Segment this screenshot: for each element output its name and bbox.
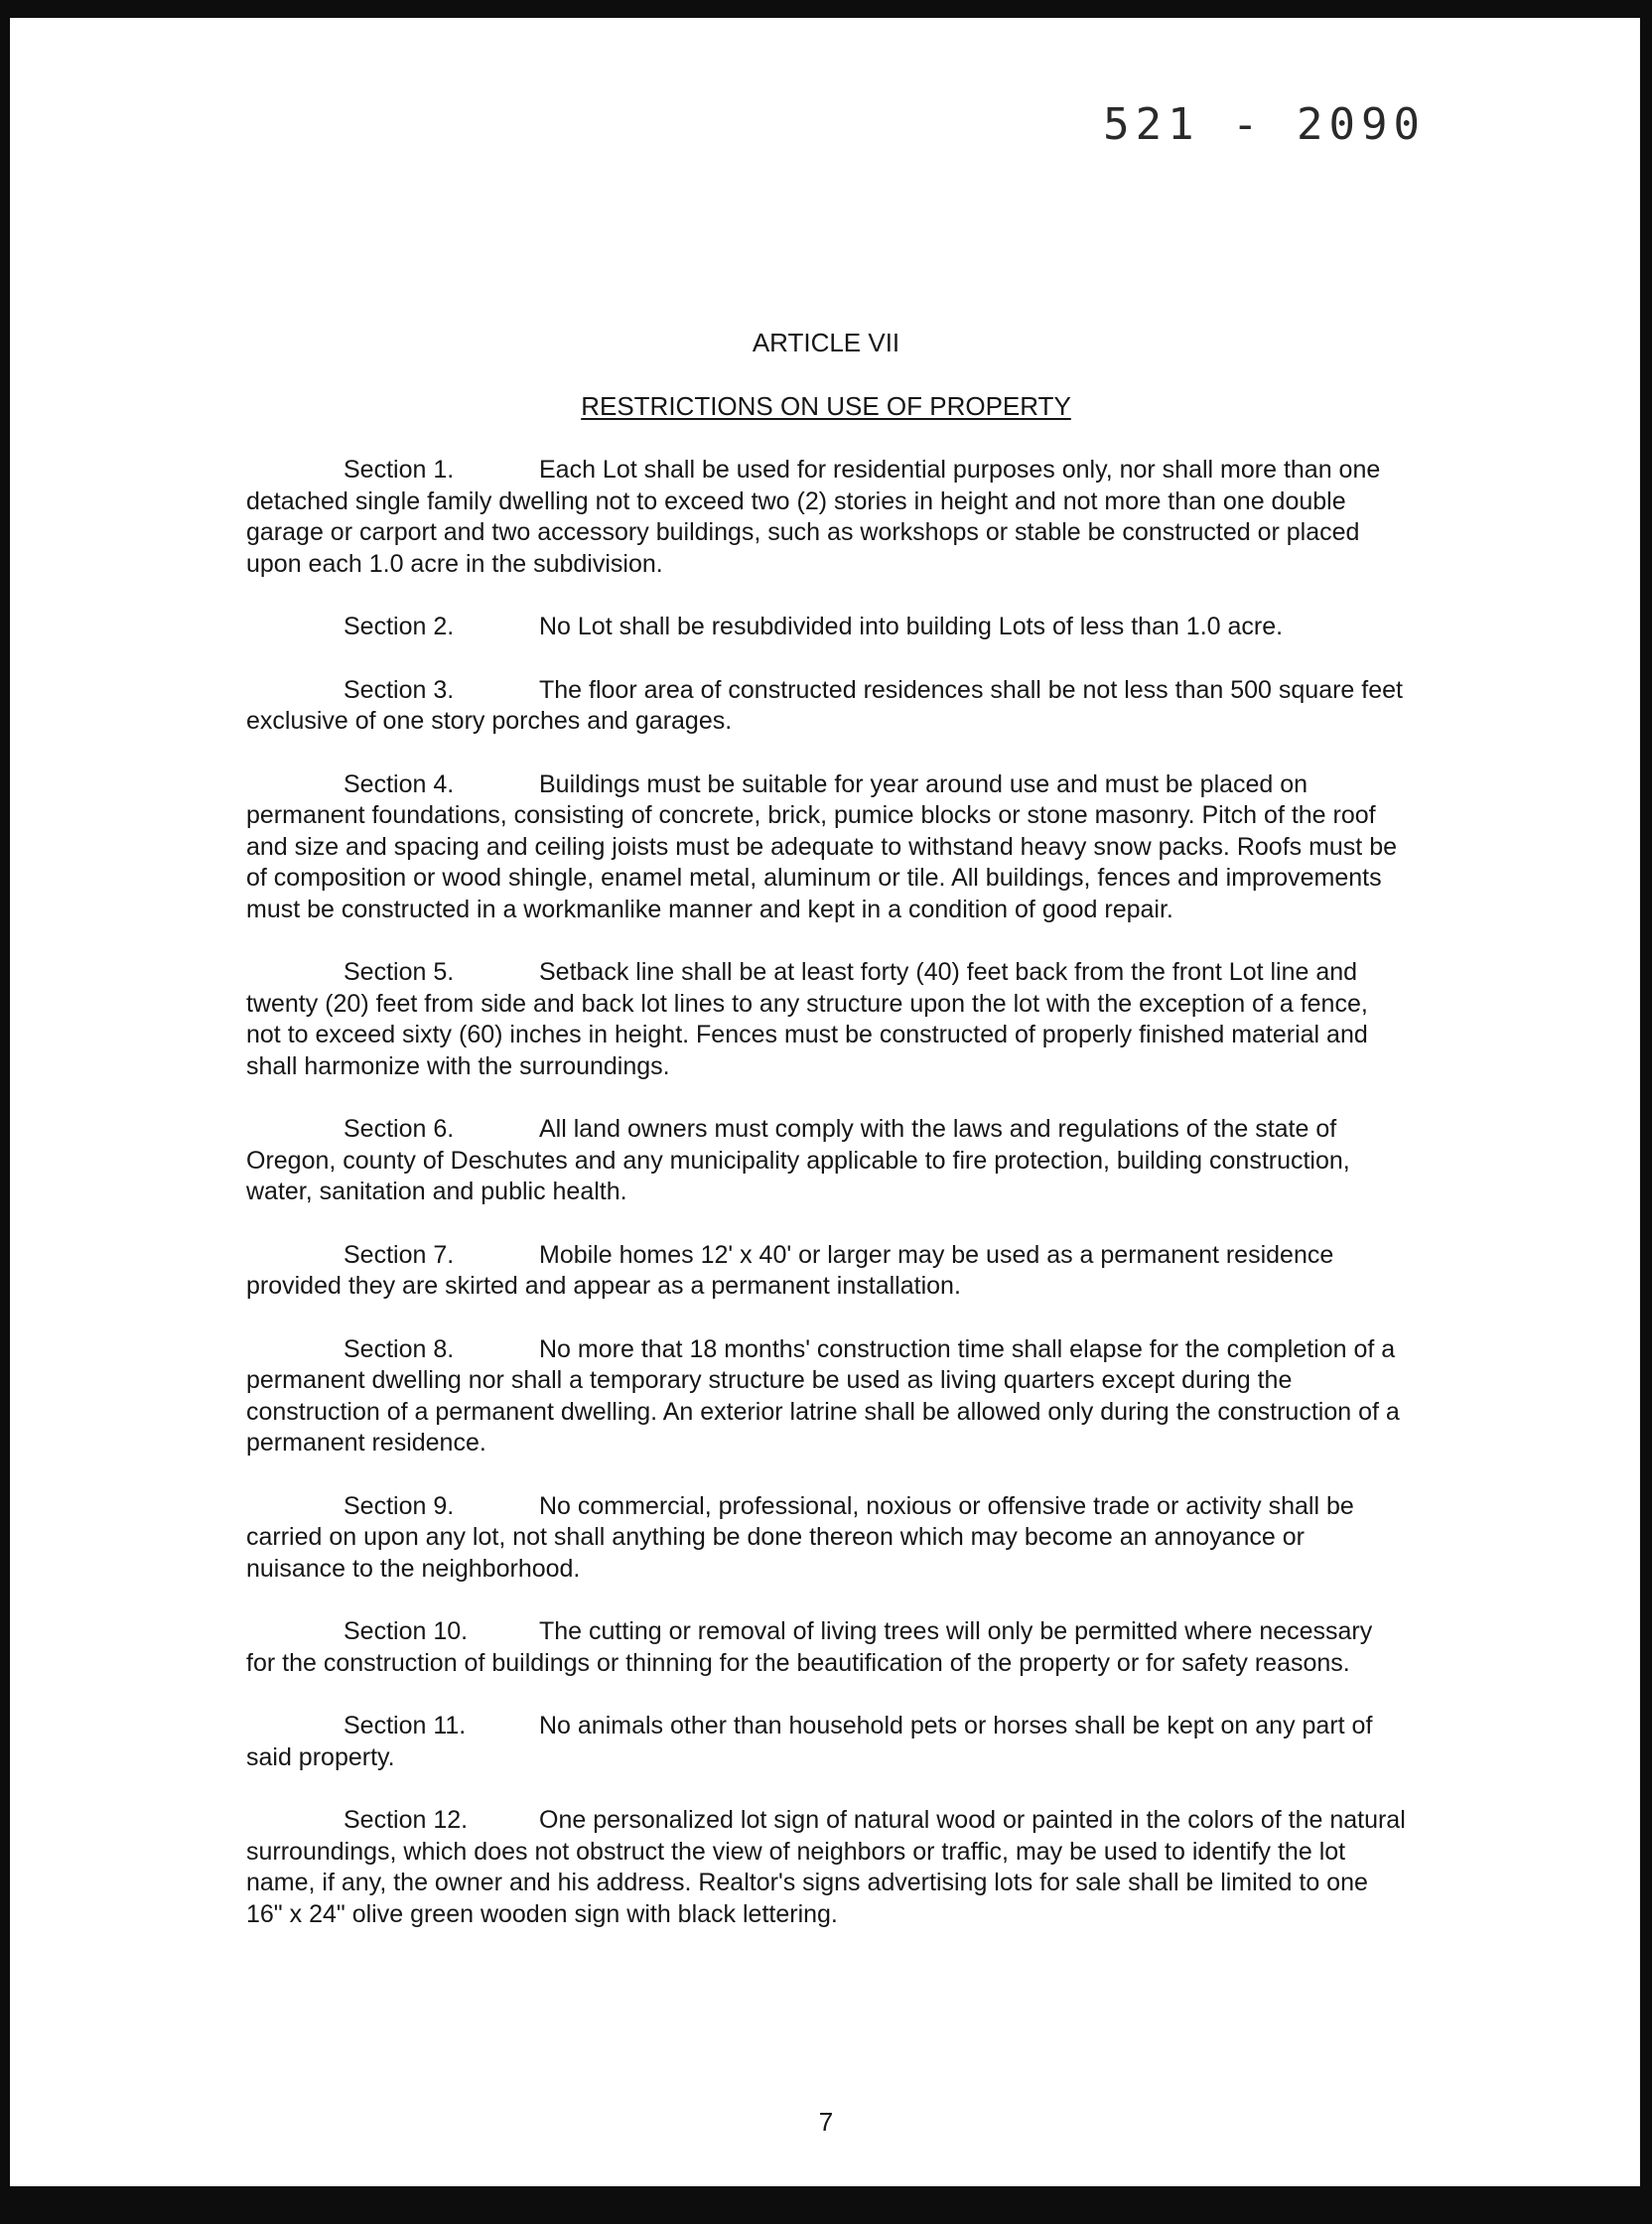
section-label: Section 8. <box>344 1334 455 1363</box>
section-6 <box>246 1114 1406 1208</box>
scan-border-bottom <box>0 2186 1652 2224</box>
section-text: One personalized lot sign of natural wood or painted in the colors of the natural surroundings, which does not obstruct the view of neighbors or traffic, may be used to identify the lot name, if any, the owner and his address. Realtor's signs advertising lots for sale shall be limited to one 16" x 24" olive green wooden sign with black lettering. <box>246 1806 1406 1928</box>
section-text: Each Lot shall be used for residential purposes only, nor shall more than one detached single family dwelling not to exceed two (2) stories in height and not more than one double garage or carport and two accessory buildings, such as workshops or stable be constructed or placed upon each 1.0 acre in the subdivision. <box>246 456 1381 578</box>
section-7 <box>246 1240 1406 1303</box>
section-label: Section 2. <box>344 613 455 640</box>
section-9 <box>246 1491 1406 1586</box>
section-text: Buildings must be suitable for year around use and must be placed on permanent foundations, consisting of concrete, brick, pumice blocks or stone masonry. Pitch of the roof and size and spacing and ceiling joists must be adequate to withstand heavy snow packs. Roofs must be of composition or wood shingle, enamel metal, aluminum or tile. All buildings, fences and improvements must be constructed in a workmanlike manner and kept in a condition of good repair. <box>246 769 1398 923</box>
section-label: Section 3. <box>344 675 455 704</box>
article-subtitle: RESTRICTIONS ON USE OF PROPERTY <box>581 391 1071 421</box>
section-label: Section 1. <box>344 456 455 484</box>
section-text: No more that 18 months' construction time shall elapse for the completion of a permanent dwelling nor shall a temporary structure be used as living quarters except during the construction of a permanent dwelling. An exterior latrine shall be allowed only during the construction of a permanent residence. <box>246 1334 1400 1457</box>
sections-list <box>246 455 1406 1962</box>
section-8 <box>246 1334 1406 1460</box>
section-3 <box>246 675 1406 738</box>
section-label: Section 6. <box>344 1115 455 1143</box>
scan-border-top <box>0 0 1652 18</box>
section-label: Section 11. <box>344 1712 467 1739</box>
section-label: Section 7. <box>344 1240 455 1269</box>
section-4 <box>246 769 1406 926</box>
section-label: Section 4. <box>344 769 455 798</box>
section-text: No commercial, professional, noxious or offensive trade or activity shall be carried on upon any lot, not shall anything be done thereon which may become an annoyance or nuisance to the neighborhood. <box>246 1491 1354 1583</box>
section-label: Section 12. <box>344 1806 469 1834</box>
section-label: Section 5. <box>344 958 455 986</box>
section-text: No animals other than household pets or horses shall be kept on any part of said property. <box>246 1712 1373 1771</box>
section-text: Mobile homes 12' x 40' or larger may be used as a permanent residence provided they are skirted and appear as a permanent installation. <box>246 1240 1334 1300</box>
section-11 <box>246 1711 1406 1773</box>
section-text: The cutting or removal of living trees will only be permitted where necessary for the construction of buildings or thinning for the beautification of the property or for safety reasons. <box>246 1617 1373 1677</box>
section-5 <box>246 957 1406 1082</box>
article-title: ARTICLE VII <box>752 328 900 357</box>
section-text: No Lot shall be resubdivided into building Lots of less than 1.0 acre. <box>539 613 1284 640</box>
section-12 <box>246 1805 1406 1930</box>
section-text: Setback line shall be at least forty (40) feet back from the front Lot line and twenty (20) feet from side and back lot lines to any structure upon the lot with the exception of a fence, not to exceed sixty (60) inches in height. Fences must be constructed of properly finished material and shall harmonize with the surroundings. <box>246 958 1368 1080</box>
document-number: 521 - 2090 <box>1103 99 1426 150</box>
section-label: Section 10. <box>344 1617 469 1645</box>
page-number: 7 <box>818 2107 834 2137</box>
section-10 <box>246 1616 1406 1679</box>
section-label: Section 9. <box>344 1491 455 1520</box>
section-2 <box>246 612 1406 643</box>
section-text: The floor area of constructed residences shall be not less than 500 square feet exclusive of one story porches and garages. <box>246 675 1403 735</box>
section-1 <box>246 455 1406 580</box>
section-text: All land owners must comply with the laws and regulations of the state of Oregon, county of Deschutes and any municipality applicable to fire protection, building construction, water, sanitation and public health. <box>246 1115 1350 1205</box>
